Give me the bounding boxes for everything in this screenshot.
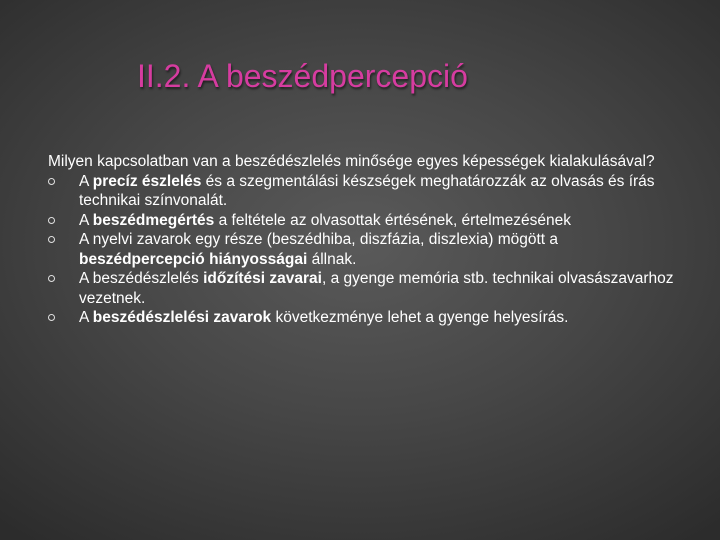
bullet-item xyxy=(48,211,688,231)
hollow-circle-bullet-icon xyxy=(48,217,55,224)
hollow-circle-bullet-icon xyxy=(48,236,55,243)
bullet-item xyxy=(48,308,688,328)
bullet-text: A nyelvi zavarok egy része (beszédhiba, diszfázia, diszlexia) mögött a xyxy=(79,231,559,248)
hollow-circle-bullet-icon xyxy=(48,314,55,321)
bullet-text-bold: beszédmegértés xyxy=(92,211,215,229)
bullet-text-bold: időzítési zavarai xyxy=(203,270,322,287)
bullet-text: A beszédészlelés xyxy=(79,270,204,287)
bullet-text: és a szegmentálási készségek meghatározzák az olvasás és írás technikai színvonalát. xyxy=(79,172,655,209)
bullet-text-bold: beszédpercepció hiányosságai xyxy=(79,250,308,268)
bullet-text: következménye lehet a gyenge helyesírás. xyxy=(271,309,569,326)
bullet-text: a feltétele az olvasottak értésének, értelmezésének xyxy=(214,211,571,229)
bullet-text: A xyxy=(79,172,93,190)
bullet-text-bold: precíz észlelés xyxy=(92,172,202,190)
intro-question: Milyen kapcsolatban van a beszédészlelés minősége egyes képességek kialakulásával? xyxy=(48,153,655,170)
bullet-text: A xyxy=(79,211,93,229)
slide-body xyxy=(48,152,688,328)
bullet-text: állnak. xyxy=(307,250,357,268)
bullet-text-bold: beszédészlelési zavarok xyxy=(92,309,272,326)
bullet-item xyxy=(48,269,688,308)
bullet-text: A xyxy=(79,309,93,326)
hollow-circle-bullet-icon xyxy=(48,178,55,185)
bullet-item xyxy=(48,230,688,269)
hollow-circle-bullet-icon xyxy=(48,275,55,282)
bullet-item xyxy=(48,172,688,211)
slide-title: II.2. A beszédpercepció xyxy=(137,58,468,94)
bullet-text: , a gyenge memória stb. technikai olvasászavarhoz vezetnek. xyxy=(79,270,674,307)
